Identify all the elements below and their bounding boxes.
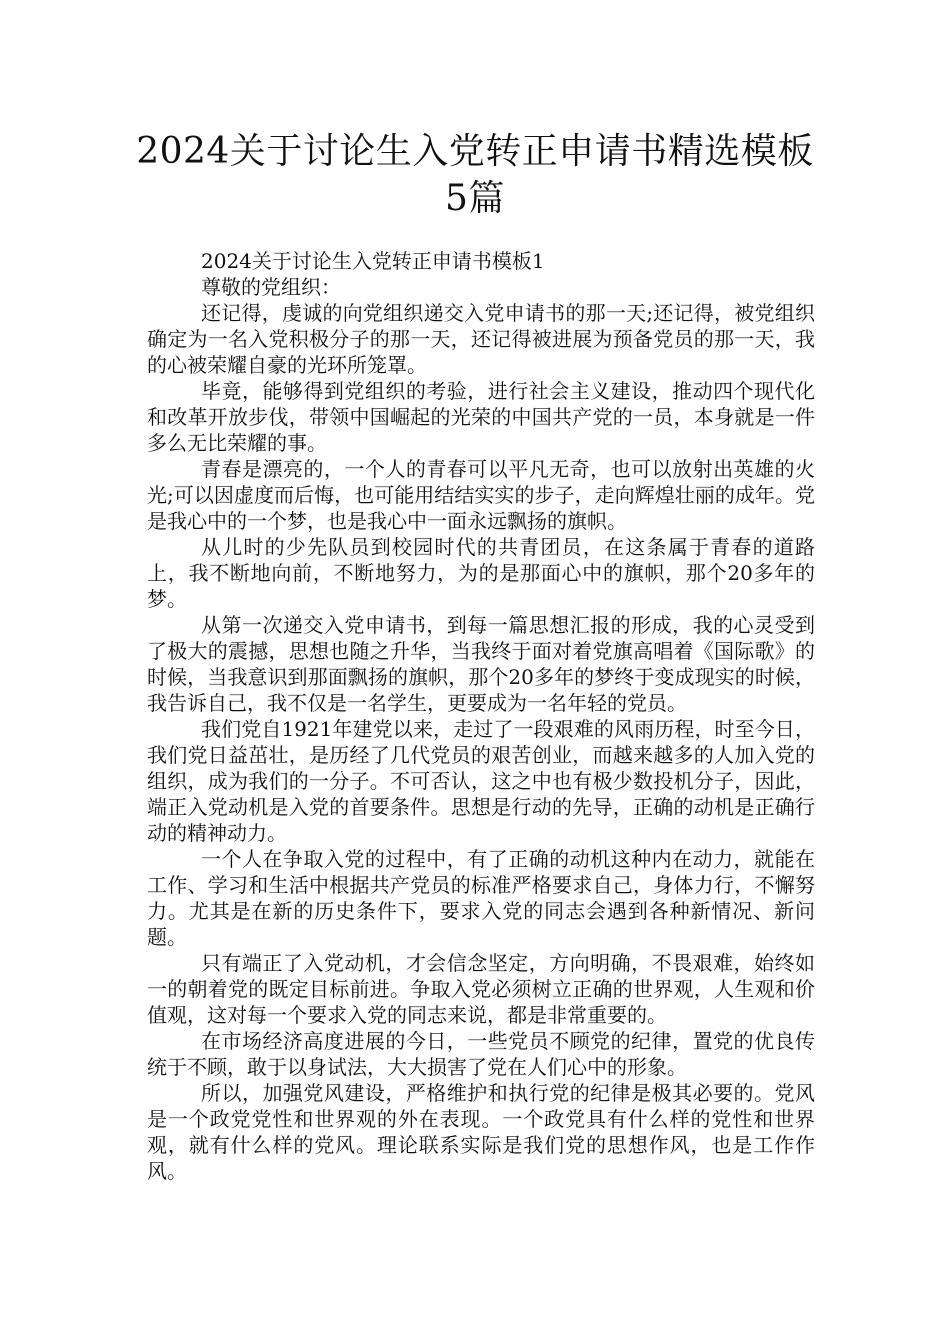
paragraph: 所以，加强党风建设，严格维护和执行党的纪律是极其必要的。党风是一个政党党性和世界观的外在表现。一个政党具有什么样的党性和世界观，就有什么样的党风。理论联系实际是我们党的思想作风，也是工作作风。 bbox=[147, 1081, 815, 1183]
paragraph: 毕竟，能够得到党组织的考验，进行社会主义建设，推动四个现代化和改革开放步伐，带领中国崛起的光荣的中国共产党的一员，本身就是一件多么无比荣耀的事。 bbox=[147, 379, 815, 455]
section-heading: 2024关于讨论生入党转正申请书模板1 bbox=[201, 249, 545, 273]
title-line-1: 2024关于讨论生入党转正申请书精选模板 bbox=[136, 131, 814, 172]
paragraph: 从儿时的少先队员到校园时代的共青团员，在这条属于青春的道路上，我不断地向前，不断地努力，为的是那面心中的旗帜，那个20多年的梦。 bbox=[147, 535, 815, 611]
paragraph: 只有端正了入党动机，才会信念坚定，方向明确，不畏艰难，始终如一的朝着党的既定目标前进。争取入党必须树立正确的世界观，人生观和价值观，这对每一个要求入党的同志来说，都是非常重要的。 bbox=[147, 951, 815, 1027]
paragraph: 在市场经济高度进展的今日，一些党员不顾党的纪律，置党的优良传统于不顾，敢于以身试法，大大损害了党在人们心中的形象。 bbox=[147, 1029, 815, 1079]
title-line-2: 5篇 bbox=[445, 178, 505, 219]
document-body bbox=[147, 248, 815, 1184]
paragraph: 青春是漂亮的，一个人的青春可以平凡无奇，也可以放射出英雄的火光;可以因虚度而后悔，也可能用结结实实的步子，走向辉煌壮丽的成年。党是我心中的一个梦，也是我心中一面永远飘扬的旗帜。 bbox=[147, 457, 815, 533]
salutation: 尊敬的党组织： bbox=[201, 275, 341, 299]
paragraph: 我们党自1921年建党以来，走过了一段艰难的风雨历程，时至今日，我们党日益茁壮，是历经了几代党员的艰苦创业，而越来越多的人加入党的组织，成为我们的一分子。不可否认，这之中也有极少数投机分子，因此，端正入党动机是入党的首要条件。思想是行动的先导，正确的动机是正确行动的精神动力。 bbox=[147, 717, 815, 845]
paragraph: 一个人在争取入党的过程中，有了正确的动机这种内在动力，就能在工作、学习和生活中根据共产党员的标准严格要求自己，身体力行，不懈努力。尤其是在新的历史条件下，要求入党的同志会遇到各种新情况、新问题。 bbox=[147, 847, 815, 949]
paragraph: 从第一次递交入党申请书，到每一篇思想汇报的形成，我的心灵受到了极大的震撼，思想也随之升华，当我终于面对着党旗高唱着《国际歌》的时候，当我意识到那面飘扬的旗帜，那个20多年的梦终于变成现实的时候，我告诉自己，我不仅是一名学生，更要成为一名年轻的党员。 bbox=[147, 613, 815, 715]
paragraph: 还记得，虔诚的向党组织递交入党申请书的那一天;还记得，被党组织确定为一名入党积极分子的那一天，还记得被进展为预备党员的那一天，我的心被荣耀自豪的光环所笼罩。 bbox=[147, 301, 815, 377]
document-title bbox=[120, 128, 830, 222]
